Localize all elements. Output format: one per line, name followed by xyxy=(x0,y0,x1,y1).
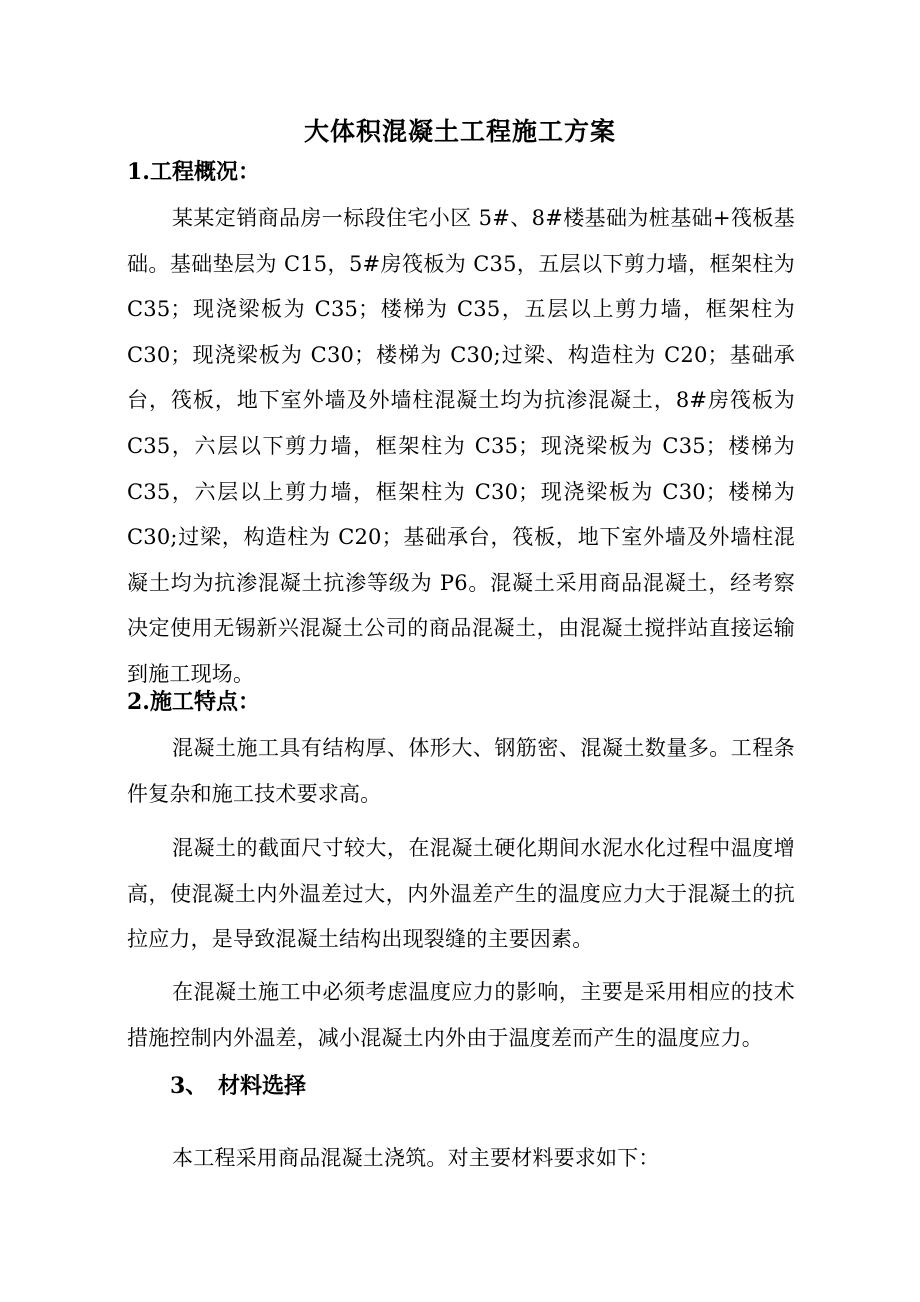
paragraph-features-2: 混凝土的截面尺寸较大，在混凝土硬化期间水泥水化过程中温度增高，使混凝土内外温差过大，内外温差产生的温度应力大于混凝土的抗拉应力，是导致混凝土结构出现裂缝的主要因素。 xyxy=(127,836,795,952)
section-heading-text: 材料选择 xyxy=(218,1073,307,1099)
paragraph-overview: 某某定销商品房一标段住宅小区 5#、8#楼基础为桩基础+筏板基础。基础垫层为 C15，5#房筏板为 C35，五层以下剪力墙，框架柱为 C35；现浇梁板为 C35；楼梯为 C35，五层以上剪力墙，框架柱为 C30；现浇梁板为 C30；楼梯为 C30;过梁、构造柱为 C20；基础承台，筏板，地下室外墙及外墙柱混凝土均为抗渗混凝土，8#房筏板为 C35，六层以下剪力墙，框架柱为 C35；现浇梁板为 C35；楼梯为 C35，六层以上剪力墙，框架柱为 C30；现浇梁板为 C30；楼梯为 C30;过梁，构造柱为 C20；基础承台，筏板，地下室外墙及外墙柱混凝土均为抗渗混凝土抗渗等级为 P6。混凝土采用商品混凝土，经考察决定使用无锡新兴混凝土公司的商品混凝土，由混凝土搅拌站直接运输到施工现场。 xyxy=(127,206,795,686)
paragraph-materials: 本工程采用商品混凝土浇筑。对主要材料要求如下： xyxy=(172,1146,660,1170)
paragraph-features-1: 混凝土施工具有结构厚、体形大、钢筋密、混凝土数量多。工程条件复杂和施工技术要求高。 xyxy=(127,736,795,806)
document-title: 大体积混凝土工程施工方案 xyxy=(303,117,616,146)
section-heading-features: 2.施工特点： xyxy=(127,689,260,715)
paragraph-features-3: 在混凝土施工中必须考虑温度应力的影响，主要是采用相应的技术措施控制内外温差，减小混凝土内外由于温度差而产生的温度应力。 xyxy=(127,980,795,1050)
section-number: 3、 xyxy=(170,1073,208,1099)
section-heading-materials xyxy=(170,1068,306,1104)
section-heading-overview: 1.工程概况： xyxy=(127,159,260,185)
